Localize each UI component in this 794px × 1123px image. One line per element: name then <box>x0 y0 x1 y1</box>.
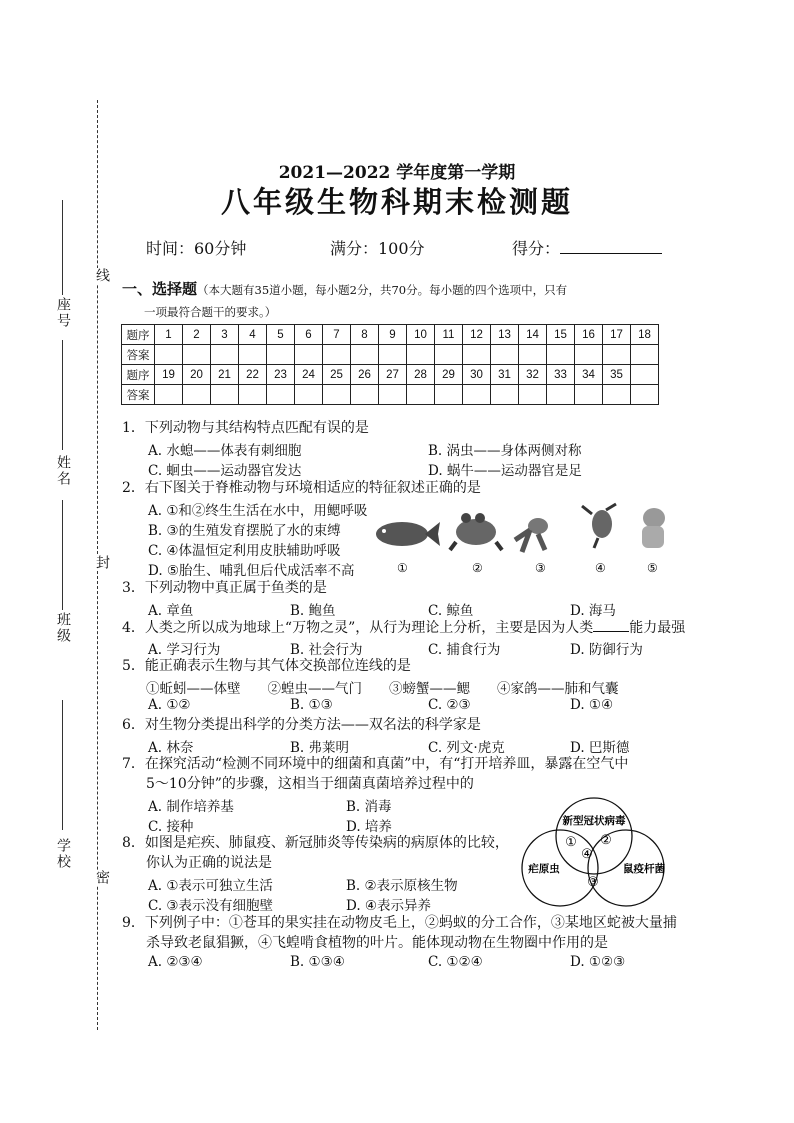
q6-stem: 6．对生物分类提出科学的分类方法——双名法的科学家是 <box>122 717 481 733</box>
venn-label-virus: 新型冠状病毒 <box>562 815 626 827</box>
answer-cell[interactable] <box>631 345 659 365</box>
question-number-cell: 3 <box>211 325 239 345</box>
answer-cell[interactable] <box>155 345 183 365</box>
answer-cell[interactable] <box>267 345 295 365</box>
q6-option-c[interactable]: C. 列文·虎克 <box>428 740 505 756</box>
q4-option-b[interactable]: B. 社会行为 <box>290 642 363 658</box>
q4-stem-text: 4．人类之所以成为地球上“万物之灵”，从行为理论上分析，主要是因为人类 <box>122 620 594 636</box>
name-label: 姓名 <box>55 455 71 487</box>
school-field-line[interactable] <box>62 700 63 830</box>
question-number-cell: 27 <box>379 365 407 385</box>
q3-option-a[interactable]: A. 章鱼 <box>148 603 194 619</box>
question-number-cell: 10 <box>407 325 435 345</box>
q6-option-a[interactable]: A. 林奈 <box>148 740 194 756</box>
q9-option-c[interactable]: C. ①②④ <box>428 954 483 970</box>
q8-venn-diagram <box>516 796 671 908</box>
q2-option-a[interactable]: A. ①和②终生生活在水中，用鳃呼吸 <box>148 503 368 519</box>
answer-cell[interactable] <box>491 385 519 405</box>
q4-blank[interactable] <box>593 618 629 632</box>
binding-mark-seal: 封 <box>94 555 110 571</box>
answer-cell[interactable] <box>519 345 547 365</box>
question-number-cell: 4 <box>239 325 267 345</box>
venn-label-plasmodium: 疟原虫 <box>528 863 560 875</box>
q2-animal-figures <box>370 500 675 578</box>
answer-row-label: 答案 <box>122 385 155 405</box>
question-number-cell: 5 <box>267 325 295 345</box>
q5-stem: 5．能正确表示生物与其气体交换部位连线的是 <box>122 658 411 674</box>
venn-region-3: ③ <box>587 875 599 890</box>
question-number-cell: 26 <box>351 365 379 385</box>
answer-row-label: 答案 <box>122 345 155 365</box>
question-number-cell: 31 <box>491 365 519 385</box>
score-blank[interactable] <box>560 239 662 254</box>
answer-cell[interactable] <box>323 345 351 365</box>
fig-label-4: ④ <box>595 561 606 575</box>
q7-stem: 7．在探究活动“检测不同环境中的细菌和真菌”中，有“打开培养皿，暴露在空气中 <box>122 756 629 772</box>
q1-option-b[interactable]: B. 涡虫——身体两侧对称 <box>428 443 582 459</box>
answer-cell[interactable] <box>491 345 519 365</box>
answer-cell[interactable] <box>547 345 575 365</box>
answer-cell[interactable] <box>211 345 239 365</box>
answer-cell[interactable] <box>435 345 463 365</box>
answer-cell[interactable] <box>351 345 379 365</box>
question-number-cell: 35 <box>603 365 631 385</box>
q9-option-a[interactable]: A. ②③④ <box>148 954 203 970</box>
section-note-2: 一项最符合题干的要求。） <box>144 305 277 319</box>
answer-table-number-row <box>122 325 659 345</box>
answer-cell[interactable] <box>407 345 435 365</box>
class-field-line[interactable] <box>62 500 63 610</box>
q7-option-c[interactable]: C. 接种 <box>148 819 194 835</box>
question-number-cell: 30 <box>463 365 491 385</box>
q4-option-a[interactable]: A. 学习行为 <box>148 642 221 658</box>
question-number-cell: 24 <box>295 365 323 385</box>
answer-table <box>121 324 659 405</box>
answer-cell[interactable] <box>575 385 603 405</box>
answer-cell[interactable] <box>267 385 295 405</box>
q1-option-d[interactable]: D. 蜗牛——运动器官是足 <box>428 463 582 479</box>
question-number-cell: 6 <box>295 325 323 345</box>
q3-stem: 3．下列动物中真正属于鱼类的是 <box>122 580 327 596</box>
question-number-cell: 33 <box>547 365 575 385</box>
q8-stem: 8．如图是疟疾、肺鼠疫、新冠肺炎等传染病的病原体的比较， <box>122 835 509 851</box>
q1-stem: 1．下列动物与其结构特点匹配有误的是 <box>122 420 369 436</box>
exam-time: 时间：60分钟 <box>146 239 247 258</box>
seat-label: 座号 <box>55 297 71 329</box>
question-number-cell: 11 <box>435 325 463 345</box>
answer-cell[interactable] <box>631 385 659 405</box>
answer-cell[interactable] <box>183 345 211 365</box>
q2-stem: 2．右下图关于脊椎动物与环境相适应的特征叙述正确的是 <box>122 480 481 496</box>
question-number-cell: 8 <box>351 325 379 345</box>
q8-option-c[interactable]: C. ③表示没有细胞壁 <box>148 898 274 914</box>
question-number-cell: 2 <box>183 325 211 345</box>
question-number-cell: 18 <box>631 325 659 345</box>
question-number-cell: 15 <box>547 325 575 345</box>
question-number-cell <box>631 365 659 385</box>
q2-option-c[interactable]: C. ④体温恒定利用皮肤辅助呼吸 <box>148 543 341 559</box>
frog-icon <box>450 513 502 550</box>
answer-cell[interactable] <box>379 385 407 405</box>
question-number-cell: 12 <box>463 325 491 345</box>
binding-mark-line: 线 <box>94 268 110 284</box>
q6-option-d[interactable]: D. 巴斯德 <box>570 740 630 756</box>
q1-option-a[interactable]: A. 水螅——体表有刺细胞 <box>148 443 302 459</box>
question-number-cell: 29 <box>435 365 463 385</box>
section-title: 一、选择题 <box>122 280 198 298</box>
answer-cell[interactable] <box>239 345 267 365</box>
q3-option-d[interactable]: D. 海马 <box>570 603 616 619</box>
name-field-line[interactable] <box>62 340 63 450</box>
answer-cell[interactable] <box>351 385 379 405</box>
q8-option-a[interactable]: A. ①表示可独立生活 <box>148 878 273 894</box>
fig-label-1: ① <box>397 561 408 575</box>
question-number-cell: 28 <box>407 365 435 385</box>
answer-cell[interactable] <box>575 345 603 365</box>
q8-stem-2: 你认为正确的说法是 <box>146 855 272 871</box>
q9-option-d[interactable]: D. ①②③ <box>570 954 626 970</box>
q3-option-b[interactable]: B. 鲍鱼 <box>290 603 336 619</box>
answer-cell[interactable] <box>239 385 267 405</box>
question-number-cell: 34 <box>575 365 603 385</box>
question-number-cell: 13 <box>491 325 519 345</box>
question-number-cell: 25 <box>323 365 351 385</box>
exam-title: 八年级生物科期末检测题 <box>220 185 573 219</box>
bird-icon <box>582 504 616 548</box>
question-number-cell: 21 <box>211 365 239 385</box>
q7-option-b[interactable]: B. 消毒 <box>346 799 392 815</box>
q5-items: ①蚯蚓——体壁 ②蝗虫——气门 ③螃蟹——鳃 ④家鸽——肺和气囊 <box>146 681 619 697</box>
school-label: 学校 <box>55 838 71 870</box>
q7-stem-2: 5～10分钟”的步骤，这相当于细菌真菌培养过程中的 <box>146 776 474 792</box>
dog-icon <box>642 508 665 548</box>
score-field[interactable] <box>512 236 662 259</box>
question-number-cell: 23 <box>267 365 295 385</box>
q2-option-b[interactable]: B. ③的生殖发育摆脱了水的束缚 <box>148 523 341 539</box>
q5-option-d[interactable]: D. ①④ <box>570 697 614 713</box>
full-score: 满分：100分 <box>330 239 425 258</box>
q9-stem-2: 杀导致老鼠猖獗，④飞蝗啃食植物的叶片。能体现动物在生物圈中作用的是 <box>146 935 608 951</box>
answer-cell[interactable] <box>183 385 211 405</box>
question-number-cell: 19 <box>155 365 183 385</box>
q3-option-c[interactable]: C. 鲸鱼 <box>428 603 474 619</box>
venn-region-2: ② <box>600 833 612 848</box>
q5-option-b[interactable]: B. ①③ <box>290 697 333 713</box>
fig-label-3: ③ <box>535 561 546 575</box>
number-row-label: 题序 <box>122 325 155 345</box>
question-number-cell: 7 <box>323 325 351 345</box>
question-number-cell: 17 <box>603 325 631 345</box>
question-number-cell: 14 <box>519 325 547 345</box>
answer-table-answer-row <box>122 385 659 405</box>
q7-option-a[interactable]: A. 制作培养基 <box>148 799 234 815</box>
answer-cell[interactable] <box>463 345 491 365</box>
question-number-cell: 22 <box>239 365 267 385</box>
q2-option-d[interactable]: D. ⑤胎生、哺乳但后代成活率不高 <box>148 563 355 579</box>
answer-cell[interactable] <box>323 385 351 405</box>
venn-region-4: ④ <box>581 847 593 862</box>
answer-cell[interactable] <box>603 345 631 365</box>
answer-cell[interactable] <box>211 385 239 405</box>
class-label: 班级 <box>55 612 71 644</box>
fig-label-2: ② <box>472 561 483 575</box>
answer-table-number-row <box>122 365 659 385</box>
venn-label-bacterium: 鼠疫杆菌 <box>623 863 665 875</box>
answer-cell[interactable] <box>407 385 435 405</box>
q4-option-d[interactable]: D. 防御行为 <box>570 642 643 658</box>
venn-region-1: ① <box>565 835 577 850</box>
answer-cell[interactable] <box>519 385 547 405</box>
q4-stem <box>122 618 685 638</box>
answer-cell[interactable] <box>155 385 183 405</box>
fish-icon <box>376 522 440 546</box>
answer-cell[interactable] <box>295 385 323 405</box>
q1-option-c[interactable]: C. 蛔虫——运动器官发达 <box>148 463 302 479</box>
q9-stem: 9．下列例子中：①苍耳的果实挂在动物皮毛上，②蚂蚁的分工合作，③某地区蛇被大量捕 <box>122 915 677 931</box>
q5-option-c[interactable]: C. ②③ <box>428 697 471 713</box>
answer-cell[interactable] <box>435 385 463 405</box>
answer-cell[interactable] <box>547 385 575 405</box>
q6-option-b[interactable]: B. 弗莱明 <box>290 740 350 756</box>
answer-cell[interactable] <box>463 385 491 405</box>
question-number-cell: 16 <box>575 325 603 345</box>
answer-table-answer-row <box>122 345 659 365</box>
score-label: 得分： <box>512 239 561 258</box>
answer-cell[interactable] <box>295 345 323 365</box>
school-year: 2021—2022 学年度第一学期 <box>278 163 516 183</box>
section-note: （本大题有35道小题，每小题2分，共70分。每小题的四个选项中，只有 <box>197 283 568 297</box>
answer-cell[interactable] <box>603 385 631 405</box>
question-number-cell: 9 <box>379 325 407 345</box>
answer-cell[interactable] <box>379 345 407 365</box>
question-number-cell: 20 <box>183 365 211 385</box>
q9-option-b[interactable]: B. ①③④ <box>290 954 345 970</box>
question-number-cell: 32 <box>519 365 547 385</box>
question-number-cell: 1 <box>155 325 183 345</box>
q4-stem-end: 能力最强 <box>629 620 686 636</box>
fig-label-5: ⑤ <box>647 561 658 575</box>
section-heading <box>122 278 682 323</box>
number-row-label: 题序 <box>122 365 155 385</box>
q5-option-a[interactable]: A. ①② <box>148 697 191 713</box>
lizard-icon <box>515 518 548 552</box>
q8-option-d[interactable]: D. ④表示异养 <box>346 898 432 914</box>
binding-mark-secret: 密 <box>94 870 110 886</box>
q4-option-c[interactable]: C. 捕食行为 <box>428 642 501 658</box>
q7-option-d[interactable]: D. 培养 <box>346 819 392 835</box>
q8-option-b[interactable]: B. ②表示原核生物 <box>346 878 458 894</box>
